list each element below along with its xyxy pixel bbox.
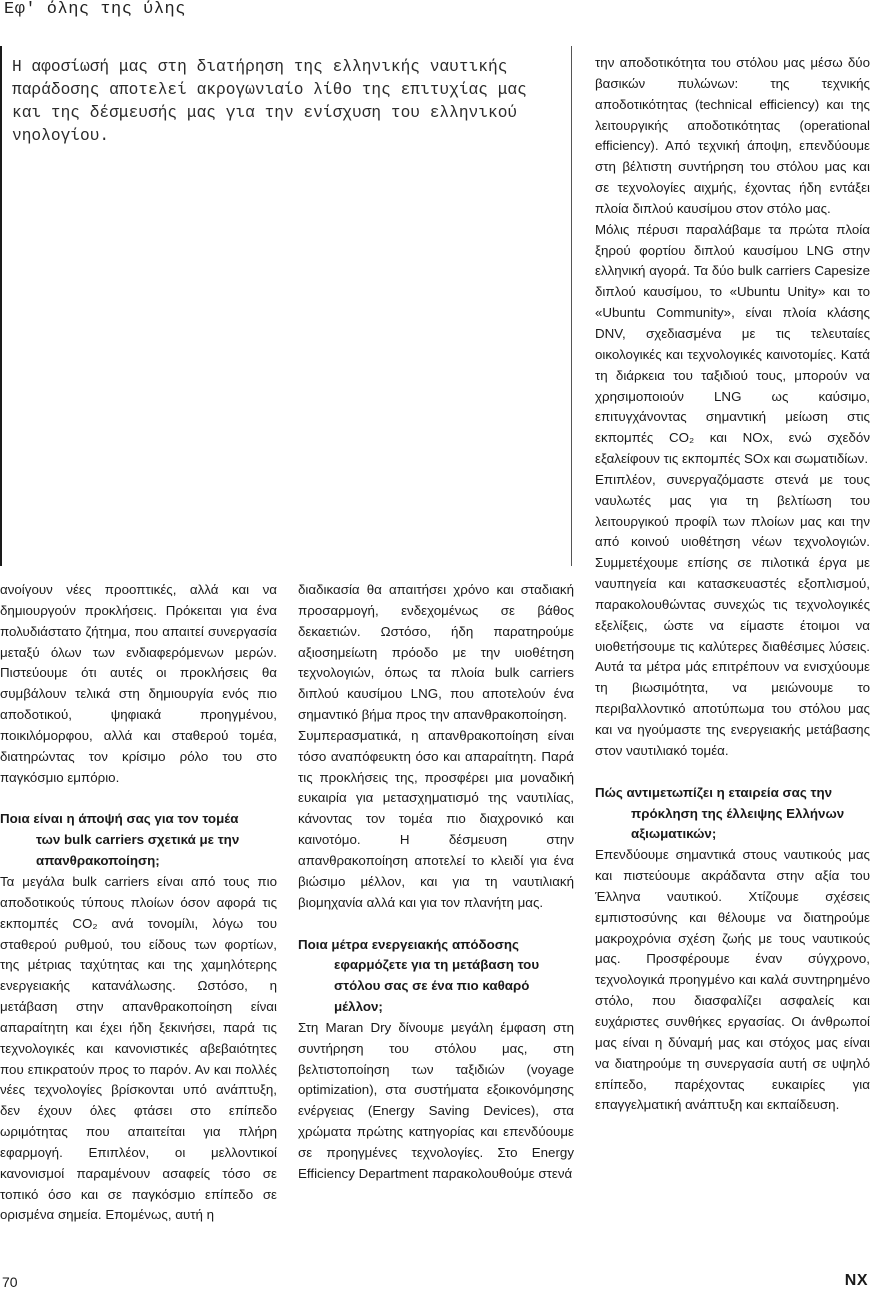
col3-paragraph-1: την αποδοτικότητα του στόλου μας μέσω δύο βασικών πυλώνων: της τεχνικής αποδοτικότητας (technical efficiency) και της λειτουργικής αποδοτικότητας (operational efficiency). Από τεχνική άποψη, επενδύουμε στη βέλτιστη συντήρηση του στόλου μας και σε τεχνολογίες αιχμής, έχοντας ήδη εντάξει πλοία διπλού καυσίμου στον στόλο μας. [595, 55, 870, 216]
question-2-rest: εφαρμόζετε για τη μετάβαση του στόλου σας σε ένα πιο καθαρό μέλλον; [334, 957, 540, 1015]
col2-paragraph-2: Συμπερασματικά, η απανθρακοποίηση είναι τόσο αναπόφευκτη όσο και απαραίτητη. Παρά τις προκλήσεις της, προσφέρει μια μοναδική ευκαιρία για μετασχηματισμό της ναυτιλίας, κάνοντας τον τομέα πιο διαχρονικό και καινοτόμο. Η δέσμευση στην απανθρακοποίηση αποτελεί το κλειδί για ένα βιώσιμο μέλλον, και για τη ναυτιλιακή βιομηχανία αλλά και για τον πλανήτη μας. [298, 727, 574, 910]
question-1-rest: των bulk carriers σχετικά με την απανθρακοποίηση; [36, 832, 240, 869]
running-head: Εφ' όλης της ύλης [4, 0, 186, 19]
page-number: 70 [2, 1274, 18, 1290]
col1-paragraph-1: ανοίγουν νέες προοπτικές, αλλά και να δημιουργούν προκλήσεις. Πρόκειται για ένα πολυδιάστατο ζήτημα, που απαιτεί συνεργασία μεταξύ όλων των ενδιαφερόμενων μερών. Πιστεύουμε ότι αυτές οι προκλήσεις θα συμβάλουν τελικά στη δημιουργία ενός πιο αποδοτικού, ψηφιακά προηγμένου, ποικιλόμορφου, αλλά και σταθερού τομέα, διατηρώντας τον κρίσιμο ρόλο του στο παγκόσμιο εμπόριο. [0, 582, 277, 785]
col1-paragraph-2: Τα μεγάλα bulk carriers είναι από τους πιο αποδοτικούς τύπους πλοίων όσον αφορά τις εκπομπές CO₂ ανά τονομίλι, λόγω του σταθερού ρυθμού, του είδους των φορτίων, της μέτριας ταχύτητας και της χαμηλότερης ενεργειακής κατανάλωσης. Ωστόσο, η μετάβαση στην απανθρακοποίηση είναι απαραίτητη και έχει ήδη ξεκινήσει, παρά τις τεχνολογικές και κανονιστικές αβεβαιότητες που επικρατούν προς το παρόν. Αν και πολλές νέες τεχνολογίες βρίσκονται υπό ανάπτυξη, δεν έχουν όλες φτάσει στο επίπεδο ωριμότητας που απαιτείται για πλήρη εφαρμογή. Επιπλέον, οι μελλοντικοί κανονισμοί παραμένουν ασαφείς τόσο σε τοπικό όσο και σε παγκόσμιο επίπεδο σε ορισμένα σημεία. Επομένως, αυτή η [0, 873, 277, 1223]
question-3-rest: πρόκληση της έλλειψης Ελλήνων αξιωματικών; [631, 805, 845, 842]
pull-quote-box [0, 46, 572, 566]
column-3 [595, 53, 870, 1116]
question-1-heading [0, 809, 277, 872]
column-2 [298, 580, 574, 1185]
pull-quote: Η αφοσίωσή μας στη διατήρηση της ελληνικής ναυτικής παράδοσης αποτελεί ακρογωνιαίο λίθο της επιτυχίας μας και της δέσμευσής μας για την ενίσχυση του ελληνικού νηολογίου. [12, 58, 527, 145]
question-3-heading [595, 783, 870, 846]
question-2-heading [298, 935, 574, 1018]
col3-paragraph-2: Μόλις πέρυσι παραλάβαμε τα πρώτα πλοία ξηρού φορτίου διπλού καυσίμου LNG στην ελληνική αγορά. Τα δύο bulk carriers Capesize διπλού καυσίμου, το «Ubuntu Unity» και το «Ubuntu Community», είναι πλοία κλάσης DNV, σχεδιασμένα με τις τελευταίες οικολογικές και τεχνολογικές καινοτομίες. Κατά τη διάρκεια του ταξιδιού τους, μπορούν να χρησιμοποιούν LNG ως καύσιμο, επιτυγχάνοντας σημαντική μείωση στις εκπομπές CO₂ και NOx, ενώ σχεδόν εξαλείφουν τις εκπομπές SOx και σωματιδίων. [595, 221, 870, 467]
col2-paragraph-1: διαδικασία θα απαιτήσει χρόνο και σταδιακή προσαρμογή, ενδεχομένως σε βάθος δεκαετιών. Ωστόσο, ήδη παρατηρούμε αξιοσημείωτη πρόοδο με την υιοθέτηση τεχνολογιών, όπως τα πλοία bulk carriers διπλού καυσίμου LNG, που αποτελούν ένα σημαντικό βήμα προς την απανθρακοποίηση. [298, 582, 574, 723]
column-1 [0, 580, 277, 1226]
col2-paragraph-3: Στη Maran Dry δίνουμε μεγάλη έμφαση στη συντήρηση του στόλου μας, στη βελτιστοποίηση των ταξιδιών (voyage optimization), στα συστήματα εξοικονόμησης ενέργειας (Energy Saving Devices), στα χρώματα πρώτης κατηγορίας και επενδύουμε σε προηγμένες τεχνολογίες. Στο Energy Efficiency Department παρακολουθούμε στενά [298, 1019, 574, 1181]
question-1-line-1: Ποια είναι η άποψή σας για τον τομέα [0, 811, 239, 827]
col3-paragraph-3: Επιπλέον, συνεργαζόμαστε στενά με τους ναυλωτές μας για τη βελτίωση του λειτουργικού προφίλ των πλοίων μας και την από κοινού υιοθέτηση νέων τεχνολογιών. Συμμετέχουμε επίσης σε πιλοτικά έργα με ναυπηγεία και κατασκευαστές εξοπλισμού, παρακολουθώντας συνεχώς τις τεχνολογικές εξελίξεις, ώστε να είμαστε έτοιμοι να υιοθετήσουμε τις καλύτερες διαθέσιμες λύσεις. Αυτά τα μέτρα μάς επιτρέπουν να ενισχύουμε τη βιωσιμότητα, να μειώνουμε το περιβαλλοντικό αποτύπωμα του στόλου μας και να ηγούμαστε της ενεργειακής μετάβασης στον ναυτιλιακό τομέα. [595, 471, 870, 758]
col3-paragraph-4: Επενδύουμε σημαντικά στους ναυτικούς μας και πιστεύουμε ακράδαντα στην αξία του Έλληνα ναυτικού. Χτίζουμε σχέσεις εμπιστοσύνης και θέλουμε να διατηρούμε μακροχρόνια σχέση ζωής με τους ναυτικούς μας. Προσφέρουμε έναν σύγχρονο, τεχνολογικά προηγμένο και καλά συντηρημένο στόλο, που διασφαλίζει ασφαλείς και ευχάριστες συνθήκες εργασίας. Οι άνθρωποί μας είναι η δύναμή μας και στόχος μας είναι να διατηρούμε τη συνεργασία αυτή σε υψηλό επίπεδο, παρέχοντας ευκαιρίες για επαγγελματική ανάπτυξη και εκπαίδευση. [595, 847, 870, 1113]
question-2-line-1: Ποια μέτρα ενεργειακής απόδοσης [298, 936, 519, 952]
question-3-line-1: Πώς αντιμετωπίζει η εταιρεία σας την [595, 784, 833, 800]
magazine-logo: NX [844, 1272, 868, 1289]
